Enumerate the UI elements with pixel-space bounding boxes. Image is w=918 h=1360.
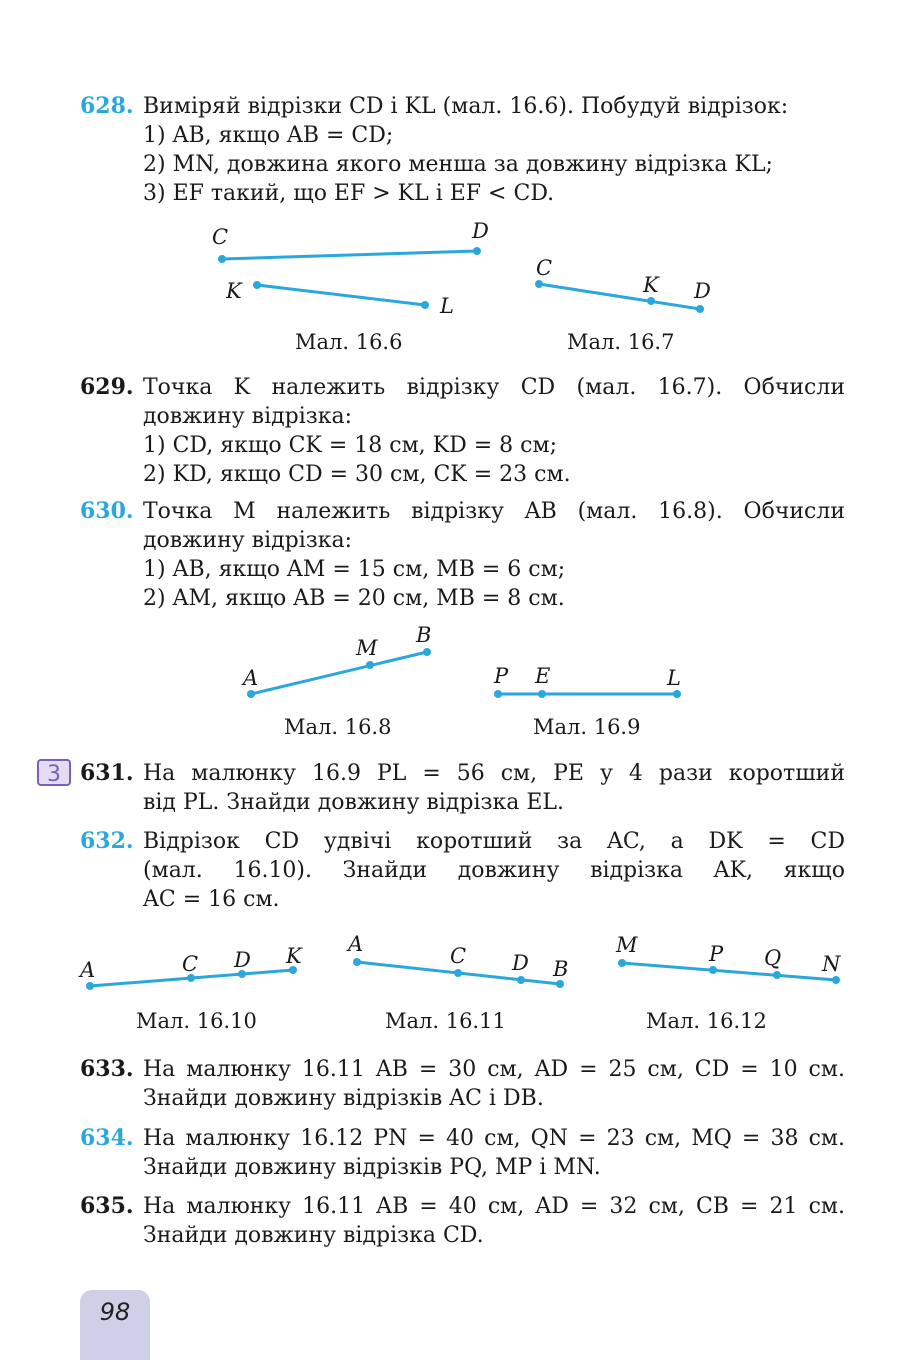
problem-text-line: довжину відрізка: (143, 404, 353, 429)
point (218, 255, 226, 263)
segment-cd (222, 251, 477, 259)
problem-text-line: Знайди довжину відрізків PQ, MP і MN. (143, 1155, 601, 1180)
figure-caption: Мал. 16.10 (136, 1009, 257, 1033)
point-label: A (348, 932, 364, 956)
point (353, 958, 361, 966)
problem-number: 634. (80, 1125, 134, 1151)
segment-ab (251, 652, 427, 694)
point-label: B (416, 623, 432, 647)
point-label: B (553, 957, 569, 981)
problem-text-line: Знайди довжину відрізка CD. (143, 1223, 484, 1248)
problem-number: 632. (80, 828, 134, 854)
point (773, 971, 781, 979)
point-label: C (450, 944, 467, 968)
point (618, 959, 626, 967)
problem-text-line: На малюнку 16.11 AB = 30 см, AD = 25 см, CD = 10 см. (143, 1057, 845, 1082)
point-label: A (243, 666, 259, 690)
problem-text-line: Відрізок CD удвічі коротший за AC, а DK = CD (143, 829, 845, 854)
point (247, 690, 255, 698)
point-label: D (472, 219, 489, 243)
problem-number: 633. (80, 1056, 134, 1082)
problem-number: 628. (80, 93, 134, 119)
point (473, 247, 481, 255)
problem-text-line: Точка K належить відрізку CD (мал. 16.7). Обчисли (143, 375, 845, 400)
point (556, 980, 564, 988)
figure-caption: Мал. 16.12 (646, 1009, 767, 1033)
point (366, 661, 374, 669)
point (517, 976, 525, 984)
point (454, 969, 462, 977)
point (421, 301, 429, 309)
problem-number: 629. (80, 374, 134, 400)
segment-mn (622, 963, 836, 980)
point-label: C (536, 256, 553, 280)
problem-text-line: На малюнку 16.12 PN = 40 см, QN = 23 см, MQ = 38 см. (143, 1126, 845, 1151)
page-number-tab (80, 1290, 150, 1360)
difficulty-level-badge: 3 (37, 759, 71, 786)
problem-text-line: Знайди довжину відрізків AC і DB. (143, 1086, 544, 1111)
point (86, 982, 94, 990)
problem-text-line: AC = 16 см. (143, 887, 280, 912)
point-label: D (234, 948, 251, 972)
figure-caption: Мал. 16.9 (533, 715, 641, 739)
problem-text-line: (мал. 16.10). Знайди довжину відрізка AK, якщо (143, 858, 845, 883)
segment-kl (257, 285, 425, 305)
point (647, 297, 655, 305)
problem-text-line: 2) KD, якщо CD = 30 см, CK = 23 см. (143, 462, 571, 487)
point-label: L (440, 294, 454, 318)
figure-caption: Мал. 16.8 (284, 715, 392, 739)
problem-text-line: 1) AB, якщо AB = CD; (143, 123, 394, 148)
segment-cd-167 (539, 284, 700, 309)
problem-text-line: 2) MN, довжина якого менша за довжину відрізка KL; (143, 152, 773, 177)
point (494, 690, 502, 698)
problem-text-line: 1) CD, якщо CK = 18 см, KD = 8 см; (143, 433, 557, 458)
point-label: L (667, 666, 681, 690)
point (696, 305, 704, 313)
point-label: M (616, 933, 638, 957)
point-label: D (512, 951, 529, 975)
point-label: P (494, 664, 509, 688)
point (538, 690, 546, 698)
problem-text-line: Точка M належить відрізку AB (мал. 16.8). Обчисли (143, 499, 845, 524)
problem-text-line: Виміряй відрізки CD і KL (мал. 16.6). Побудуй відрізок: (143, 94, 789, 119)
problem-number: 635. (80, 1193, 134, 1219)
point-label: K (286, 944, 302, 968)
figure-caption: Мал. 16.11 (385, 1009, 506, 1033)
point-label: M (356, 636, 378, 660)
point-label: A (80, 958, 96, 982)
point (535, 280, 543, 288)
point-label: E (535, 664, 551, 688)
problem-text-line: На малюнку 16.9 PL = 56 см, PE у 4 рази коротший (143, 761, 845, 786)
point-label: C (182, 952, 199, 976)
point (423, 648, 431, 656)
page-number: 98 (99, 1298, 131, 1326)
point-label: D (694, 279, 711, 303)
point (832, 976, 840, 984)
problem-text-line: від PL. Знайди довжину відрізка EL. (143, 790, 564, 815)
problem-text-line: 3) EF такий, що EF > KL і EF < CD. (143, 181, 555, 206)
point-label: K (226, 279, 242, 303)
point-label: K (643, 273, 659, 297)
point (709, 966, 717, 974)
point-label: Q (764, 946, 782, 970)
problem-text-line: 2) AM, якщо AB = 20 см, MB = 8 см. (143, 586, 565, 611)
point-label: N (822, 952, 841, 976)
problem-text-line: довжину відрізка: (143, 528, 353, 553)
point-label: C (212, 225, 229, 249)
problem-text-line: 1) AB, якщо AM = 15 см, MB = 6 см; (143, 557, 566, 582)
point (673, 690, 681, 698)
point-label: P (709, 942, 724, 966)
problem-number: 631. (80, 760, 134, 786)
point (253, 281, 261, 289)
figure-caption: Мал. 16.7 (567, 330, 675, 354)
figure-caption: Мал. 16.6 (295, 330, 403, 354)
problem-number: 630. (80, 498, 134, 524)
problem-text-line: На малюнку 16.11 AB = 40 см, AD = 32 см, CB = 21 см. (143, 1194, 845, 1219)
